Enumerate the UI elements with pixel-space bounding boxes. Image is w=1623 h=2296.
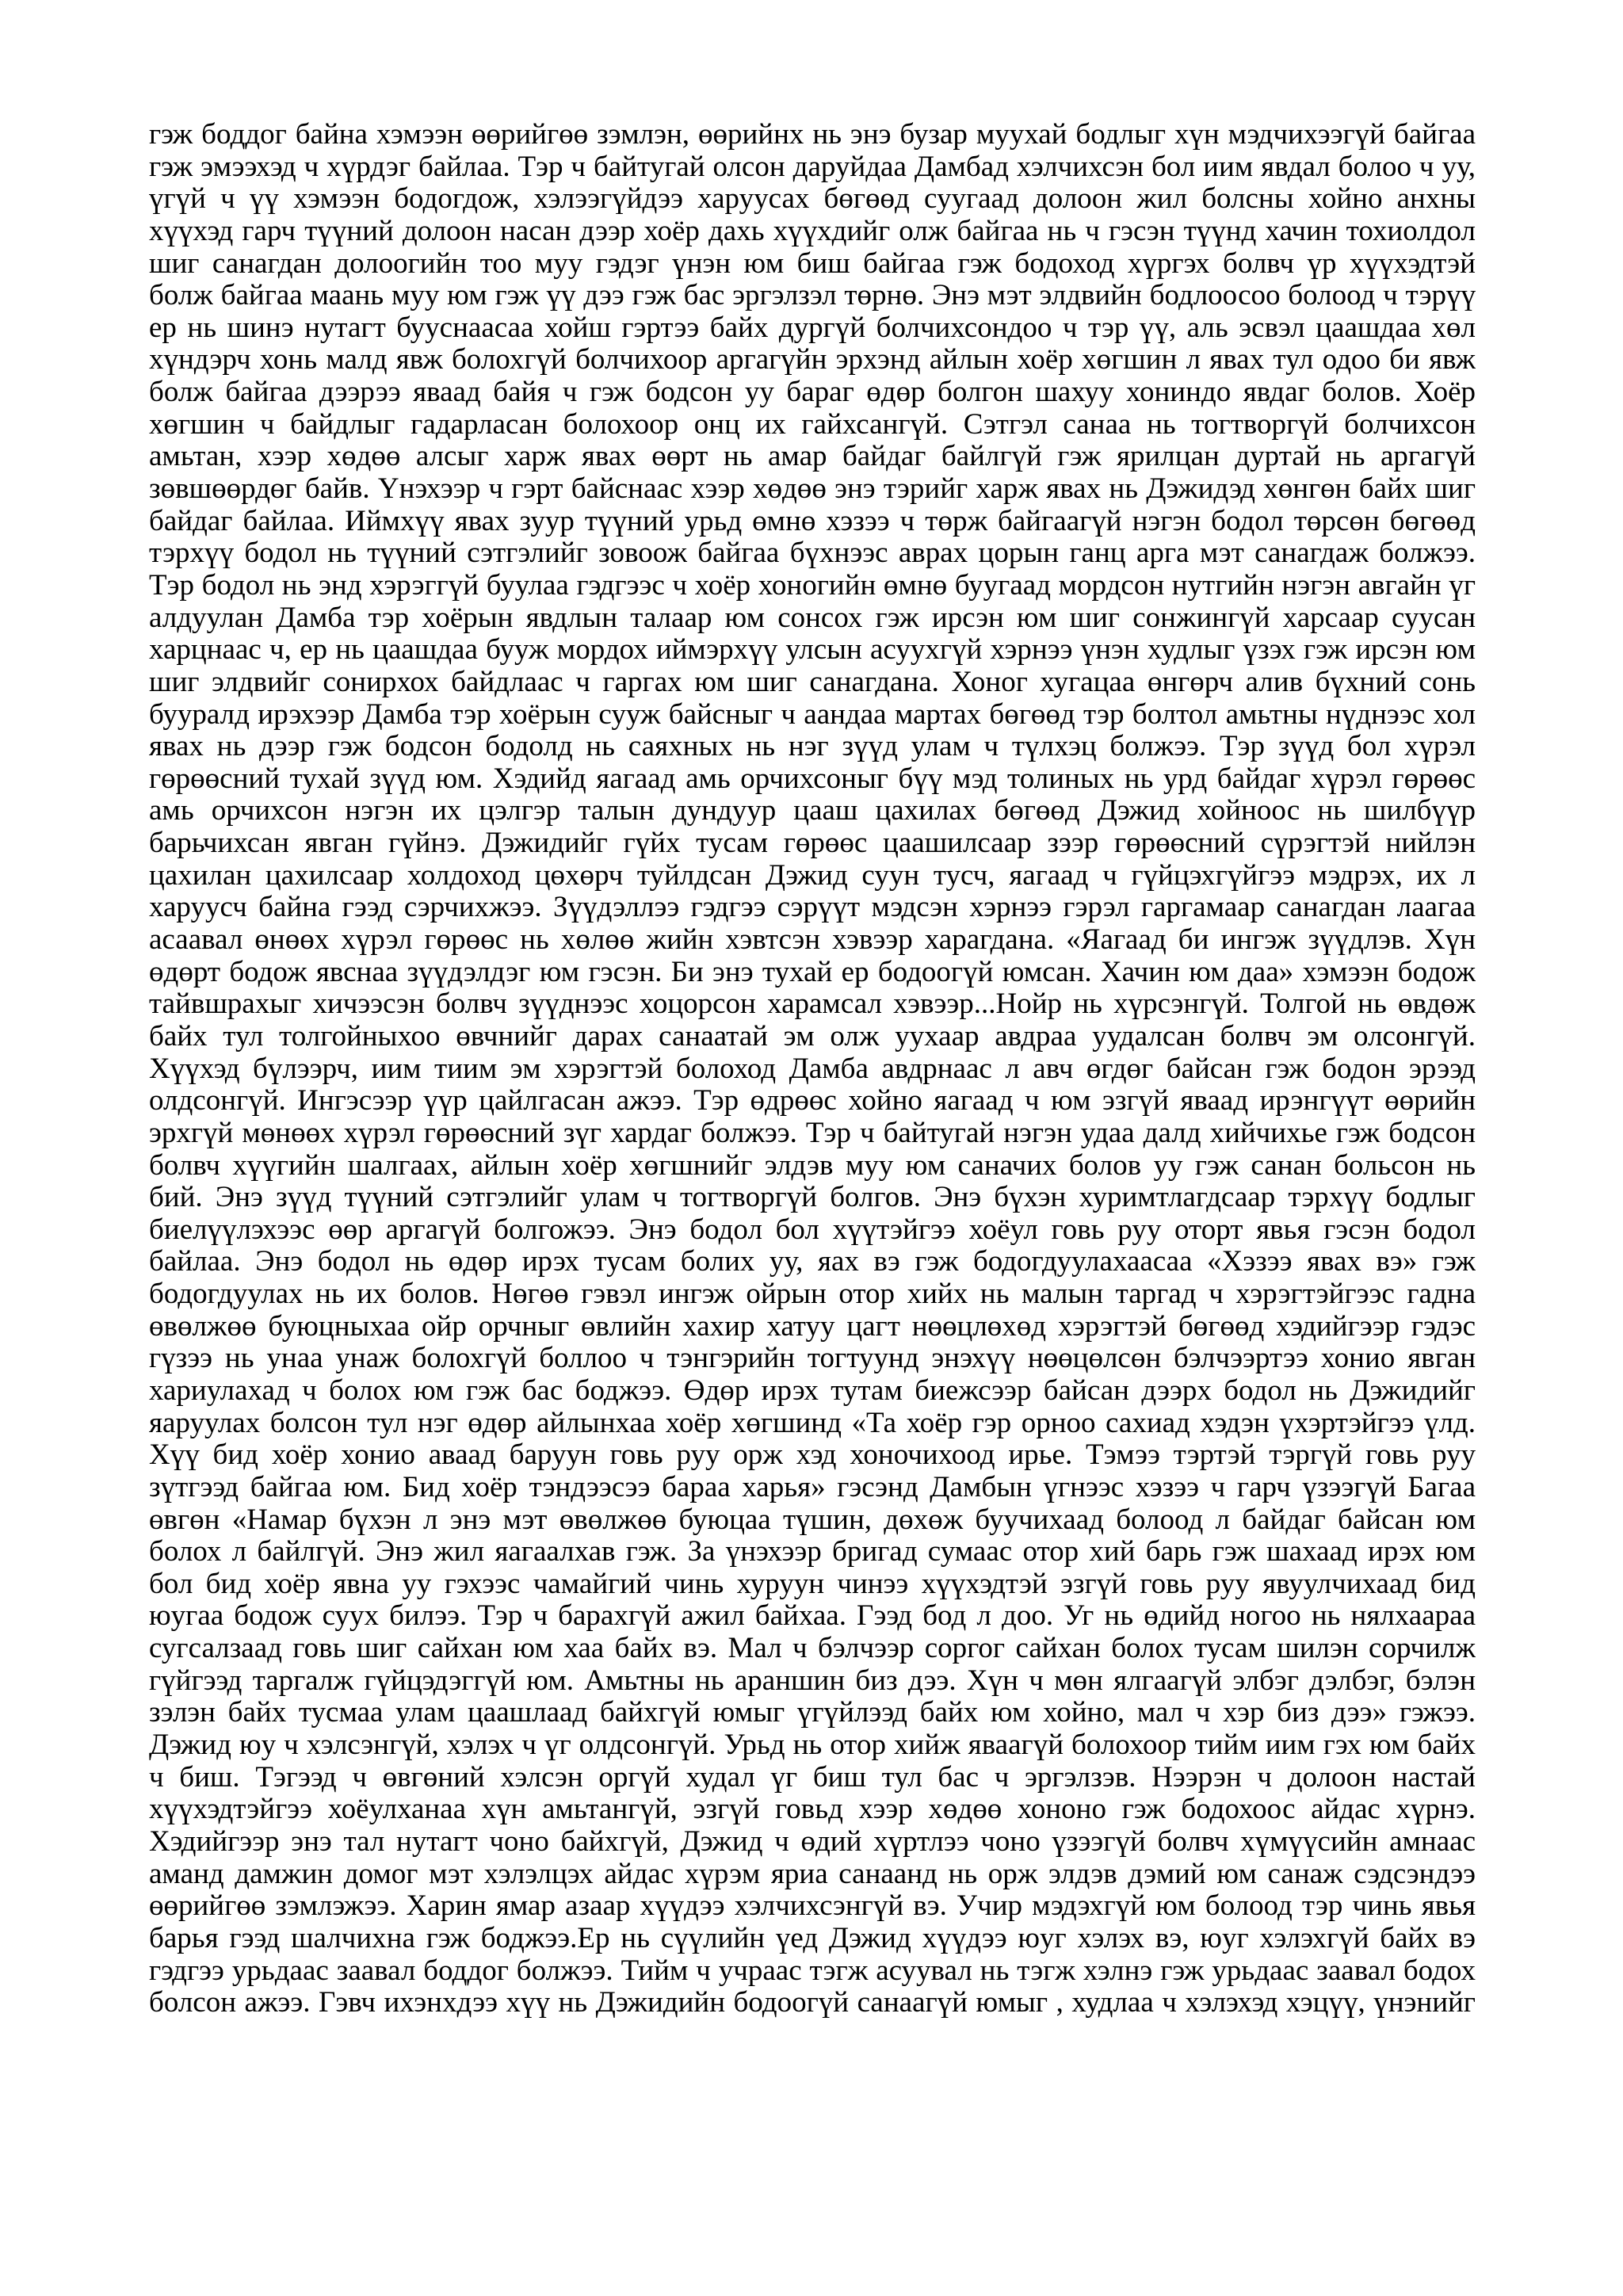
text-line: зүтгээд байгаа юм. Бид хоёр тэндээсээ бараа харья» гэсэнд Дамбын үгнээс хэзээ ч гарч үзээгүй Багаа [149, 1471, 1476, 1503]
text-line: юугаа бодож суух билээ. Тэр ч барахгүй ажил байхаа. Гээд бод л доо. Уг нь өдийд ногоо нь нялхаараа [149, 1600, 1476, 1633]
text-line: хүндэрч хонь малд явж болохгүй болчихоор аргагүйн эрхэнд айлын хоёр хөгшин л явах тул одоо би явж [149, 344, 1476, 376]
text-line: хүүхэд гарч түүний долоон насан дээр хоёр дахь хүүхдийг олж байгаа нь ч гэсэн түүнд хачин тохиолдол [149, 215, 1476, 247]
text-line: Хүү бид хоёр хонио аваад баруун говь руу орж хэд хоночихоод ирье. Тэмээ тэртэй тэргүй говь руу [149, 1439, 1476, 1472]
text-line: гүйгээд таргалж гүйцэдэггүй юм. Амьтны нь араншин биз дээ. Хүн ч мөн ялгаагүй элбэг дэлбэг, бэлэн [149, 1664, 1476, 1697]
text-line: хүүхэдтэйгээ хоёулханаа хүн амьтангүй, эзгүй говьд хээр хөдөө хононо гэж бодохоос айдас хүрнэ. [149, 1794, 1476, 1826]
text-line: болсон ажээ. Гэвч ихэнхдээ хүү нь Дэжидийн бодоогүй санаагүй юмыг , худлаа ч хэлэхэд хэцүү, үнэнийг [149, 1987, 1476, 2019]
text-line: амь орчихсон нэгэн их цэлгэр талын дундуур цааш цахилах бөгөөд Дэжид хойноос нь шилбүүр [149, 795, 1476, 827]
text-line: өвөлжөө буюцныхаа ойр орчныг өвлийн хахир хатуу цагт нөөцлөхөд хэрэгтэй бөгөөд хэдийгээр гэдэс [149, 1310, 1476, 1343]
text-line: болж байгаа маань муу юм гэж үү дээ гэж бас эргэлзэл төрнө. Энэ мэт элдвийн бодлоосоо болоод ч тэрүү [149, 280, 1476, 312]
text-line: алдуулан Дамба тэр хоёрын явдлын талаар юм сонсох гэж ирсэн юм шиг сонжингүй харсаар суусан [149, 602, 1476, 634]
text-line: үгүй ч үү хэмээн бодогдож, хэлээгүйдээ харуусах бөгөөд суугаад долоон жил болсны хойно анхны [149, 183, 1476, 216]
text-line: асаавал өнөөх хүрэл гөрөөс нь хөлөө жийн хэвтсэн хэвээр харагдана. «Яагаад би ингэж зүүдлэв. Хүн [149, 924, 1476, 957]
text-line: байлаа. Энэ бодол нь өдөр ирэх тусам болих уу, яах вэ гэж бодогдуулахаасаа «Хэзээ явах вэ» гэж [149, 1246, 1476, 1278]
text-line: гэж боддог байна хэмээн өөрийгөө зэмлэн, өөрийнх нь энэ бузар муухай бодлыг хүн мэдчихээгүй байгаа [149, 119, 1476, 151]
text-line: байх тул толгойныхоо өвчнийг дарах санаатай эм олж уухаар авдраа уудалсан болвч эм олсонгүй. [149, 1020, 1476, 1052]
text-line: тайвшрахыг хичээсэн болвч зүүднээс хоцорсон харамсал хэвээр...Нойр нь хүрсэнгүй. Толгой нь өвдөж [149, 988, 1476, 1021]
text-line: Хүүхэд бүлээрч, иим тиим эм хэрэгтэй болоход Дамба авдрнаас л авч өгдөг байсан гэж бодон эрээд [149, 1052, 1476, 1085]
text-line: эрхгүй мөнөөх хүрэл гөрөөсний зүг хардаг болжээ. Тэр ч байтугай нэгэн удаа далд хийчихье гэж бодсон [149, 1117, 1476, 1149]
text-line: зөвшөөрдөг байв. Үнэхээр ч гэрт байснаас хээр хөдөө энэ тэрийг харж явах нь Дэжидэд хөнгөн байх шиг [149, 473, 1476, 506]
text-line: яаруулах болсон тул нэг өдөр айлынхаа хоёр хөгшинд «Та хоёр гэр орноо сахиад хэдэн үхэртэйгээ үлд. [149, 1407, 1476, 1439]
text-line: харцнаас ч, ер нь цаашдаа бууж мордох иймэрхүү улсын асуухгүй хэрнээ үнэн худлыг үзэх гэж ирсэн юм [149, 634, 1476, 667]
text-line: шиг санагдан долоогийн тоо муу гэдэг үнэн юм биш байгаа гэж бодоход хүргэх болвч үр хүүхэдтэй [149, 247, 1476, 280]
text-line: болох л байлгүй. Энэ жил яагаалхав гэж. За үнэхээр бригад сумаас отор хий барь гэж шахаад ирэх юм [149, 1536, 1476, 1568]
text-line: олдсонгүй. Ингэсээр үүр цайлгасан ажээ. Тэр өдрөөс хойно яагаад ч юм эзгүй яваад ирэнгүүт өөрийн [149, 1085, 1476, 1117]
text-line: барьчихсан явган гүйнэ. Дэжидийг гүйх тусам гөрөөс цаашилсаар зээр гөрөөсний сүрэгтэй нийлэн [149, 827, 1476, 860]
text-line: өдөрт бодож явснаа зүүдэлдэг юм гэсэн. Би энэ тухай ер бодоогүй юмсан. Хачин юм даа» хэмээн бодож [149, 956, 1476, 988]
text-line: болж байгаа дээрээ яваад байя ч гэж бодсон уу бараг өдөр болгон шахуу хониндо явдаг болов. Хоёр [149, 376, 1476, 409]
text-line: болвч хүүгийн шалгаах, айлын хоёр хөгшнийг элдэв муу юм саначих болов уу гэж санан больсон нь [149, 1149, 1476, 1182]
text-line: аманд дамжин домог мэт хэлэлцэх айдас хүрэм яриа санаанд нь орж элдэв дэмий юм санаж сэдсэндээ [149, 1858, 1476, 1890]
text-line: хариулахад ч болох юм гэж бас боджээ. Өдөр ирэх тутам биежсээр байсан дээрх бодол нь Дэжидийг [149, 1374, 1476, 1407]
text-line: байдаг байлаа. Иймхүү явах зуур түүний урьд өмнө хэзээ ч төрж байгаагүй нэгэн бодол төрсөн бөгөөд [149, 505, 1476, 537]
text-line: Хэдийгээр энэ тал нутагт чоно байхгүй, Дэжид ч өдий хүртлээ чоно үзээгүй болвч хүмүүсийн амнаас [149, 1825, 1476, 1858]
text-line: биелүүлэхээс өөр аргагүй болгожээ. Энэ бодол бол хүүтэйгээ хоёул говь руу оторт явья гэсэн бодол [149, 1213, 1476, 1246]
text-line: бол бид хоёр явна уу гэхээс чамайгий чинь хуруун чинээ хүүхэдтэй эзгүй говь руу явуулчихаад бид [149, 1568, 1476, 1600]
text-line: бодогдуулах нь их болов. Нөгөө гэвэл ингэж ойрын отор хийх нь малын таргад ч хэрэгтэйгээс гадна [149, 1278, 1476, 1311]
text-line: өөрийгөө зэмлэжээ. Харин ямар азаар хүүдээ хэлчихсэнгүй вэ. Учир мэдэхгүй юм болоод тэр чинь явья [149, 1890, 1476, 1923]
text-line: гөрөөсний тухай зүүд юм. Хэдийд яагаад амь орчихсоныг бүү мэд толиных нь урд байдаг хүрэл гөрөөс [149, 762, 1476, 795]
text-line: гүзээ нь унаа унаж болохгүй боллоо ч тэнгэрийн тогтуунд энэхүү нөөцөлсөн бэлчээртээ хонио явган [149, 1343, 1476, 1375]
text-line: явах нь дээр гэж бодсон бодолд нь саяхных нь нэг зүүд улам ч түлхэц болжээ. Тэр зүүд бол хүрэл [149, 731, 1476, 763]
text-line: цахилан цахилсаар холдоход цөхөрч туйлдсан Дэжид суун тусч, яагаад ч гүйцэхгүйгээ мэдрэх, их л [149, 859, 1476, 892]
text-line: хөгшин ч байдлыг гадарласан болохоор онц их гайхсангүй. Сэтгэл санаа нь тогтворгүй болчихсон [149, 408, 1476, 441]
text-line: Дэжид юу ч хэлсэнгүй, хэлэх ч үг олдсонгүй. Урьд нь отор хийж яваагүй болохоор тийм иим гэх юм байх [149, 1729, 1476, 1762]
text-line: бий. Энэ зүүд түүний сэтгэлийг улам ч тогтворгүй болгов. Энэ бүхэн хуримтлагдсаар тэрхүү бодлыг [149, 1182, 1476, 1214]
text-line: өвгөн «Намар бүхэн л энэ мэт өвөлжөө буюцаа түшин, дөхөж буучихаад болоод л байдаг байсан юм [149, 1503, 1476, 1536]
text-line: Тэр бодол нь энд хэрэггүй буулаа гэдгээс ч хоёр хоногийн өмнө буугаад мордсон нутгийн нэгэн авгайн үг [149, 569, 1476, 602]
text-line: ер нь шинэ нутагт бууснаасаа хойш гэртээ байх дургүй болчихсондоо ч тэр үү, аль эсвэл цаашдаа хөл [149, 311, 1476, 344]
text-line: барья гээд шалчихна гэж боджээ.Ер нь сүүлийн үед Дэжид хүүдээ юуг хэлэх вэ, юуг хэлэхгүй байх вэ [149, 1922, 1476, 1954]
text-line: зэлэн байх тусмаа улам цаашлаад байхгүй юмыг үгүйлээд байх юм хойно, мал ч хэр биз дээ» гэжээ. [149, 1697, 1476, 1729]
text-line: сугсалзаад говь шиг сайхан юм хаа байх вэ. Мал ч бэлчээр соргог сайхан болох тусам шилэн сорчилж [149, 1633, 1476, 1665]
text-line: ч биш. Тэгээд ч өвгөний хэлсэн оргүй худал үг биш тул бас ч эргэлзэв. Нээрэн ч долоон настай [149, 1761, 1476, 1794]
text-line: тэрхүү бодол нь түүний сэтгэлийг зовоож байгаа бүхнээс аврах цорын ганц арга мэт санагдаж болжээ. [149, 537, 1476, 570]
text-line: бууралд ирэхээр Дамба тэр хоёрын сууж байсныг ч аандаа мартах бөгөөд тэр болтол амьтны нүднээс хол [149, 698, 1476, 731]
body-text [149, 119, 1476, 2019]
text-line: гэдгээ урьдаас заавал боддог болжээ. Тийм ч учраас тэгж асуувал нь тэгж хэлнэ гэж урьдаас заавал бодох [149, 1954, 1476, 1987]
text-line: гэж эмээхэд ч хүрдэг байлаа. Тэр ч байтугай олсон даруйдаа Дамбад хэлчихсэн бол иим явдал болоо ч уу, [149, 151, 1476, 183]
text-line: амьтан, хээр хөдөө алсыг харж явах өөрт нь амар байдаг байлгүй гэж ярилцан дуртай нь аргагүй [149, 441, 1476, 473]
text-line: харуусч байна гээд сэрчихжээ. Зүүдэллээ гэдгээ сэрүүт мэдсэн хэрнээ гэрэл гаргамаар санагдан лаагаа [149, 892, 1476, 924]
text-line: шиг элдвийг сонирхох байдлаас ч гаргах юм шиг санагдана. Хоног хугацаа өнгөрч алив бүхний сонь [149, 666, 1476, 698]
